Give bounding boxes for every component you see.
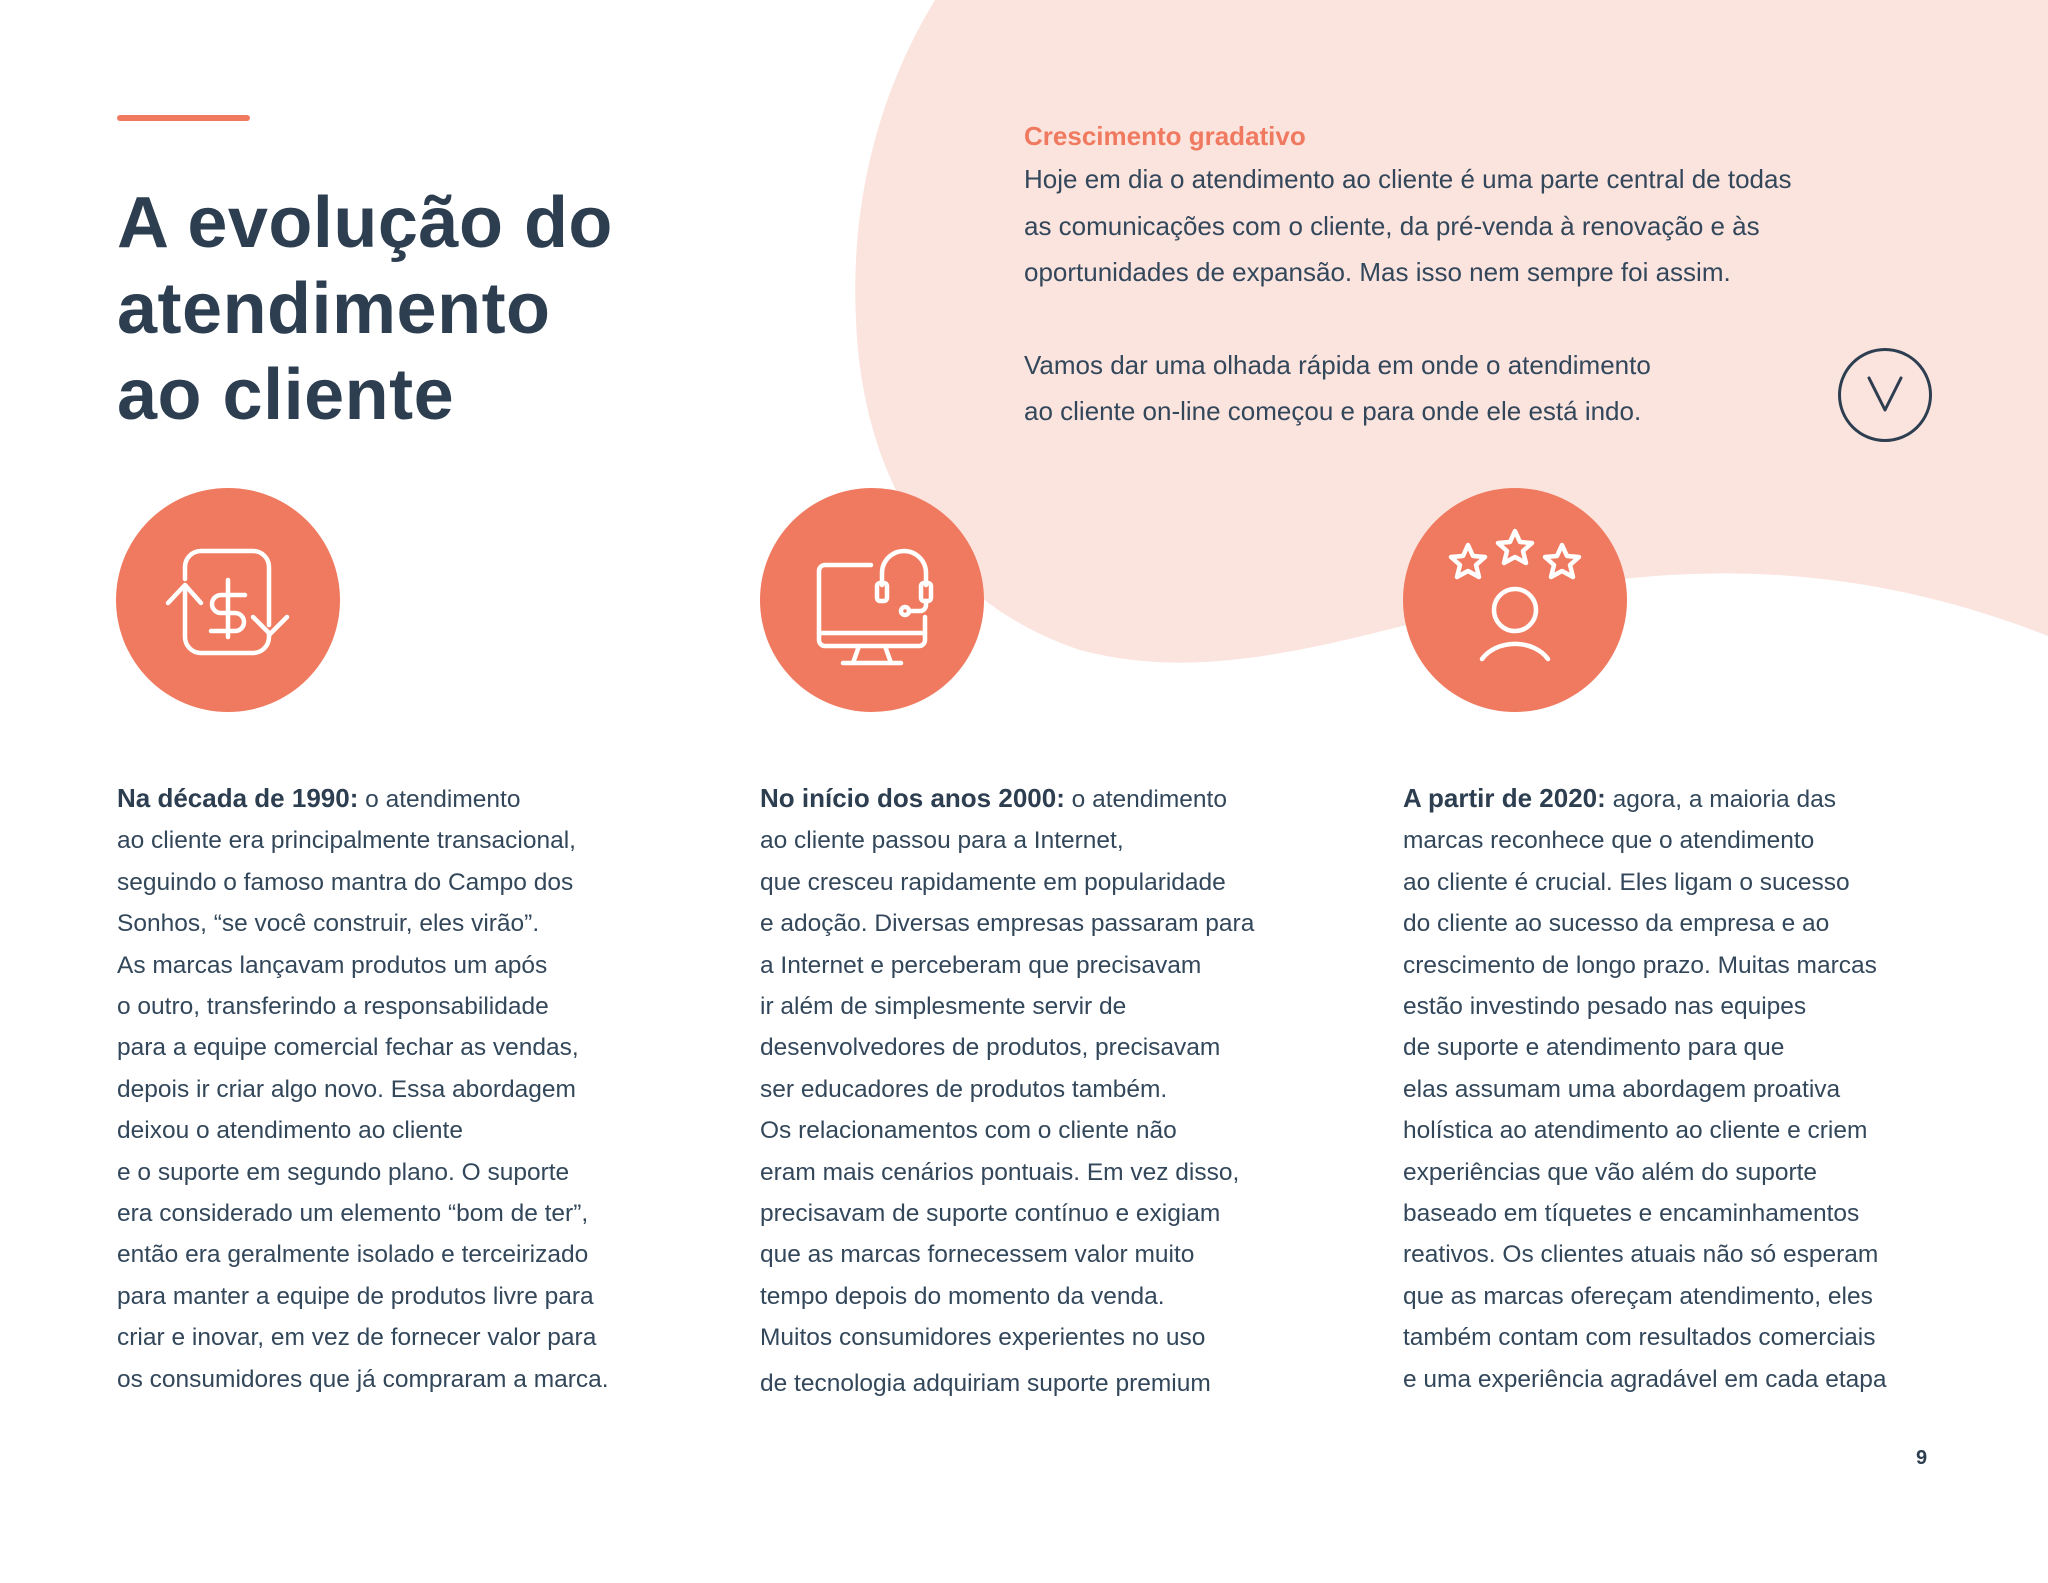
- text-fragment: o atendimento: [358, 786, 521, 813]
- text-line: Muitos consumidores experientes no uso: [760, 1324, 1206, 1352]
- text-line: [760, 778, 1320, 820]
- page-title: [117, 180, 613, 438]
- text-line: Hoje em dia o atendimento ao cliente é uma parte central de todas: [1024, 164, 1792, 194]
- text-line: a Internet e perceberam que precisavam: [760, 951, 1202, 979]
- text-line: era considerado um elemento “bom de ter”,: [117, 1200, 589, 1228]
- text-line: depois ir criar algo novo. Essa abordagem: [117, 1075, 576, 1103]
- text-line: As marcas lançavam produtos um após: [117, 951, 548, 979]
- text-line: do cliente ao sucesso da empresa e ao: [1403, 910, 1830, 938]
- text-line: desenvolvedores de produtos, precisavam: [760, 1034, 1221, 1062]
- text-line: e adoção. Diversas empresas passaram para: [760, 910, 1255, 938]
- intro-subtitle: Crescimento gradativo: [1024, 121, 1306, 151]
- text-line: precisavam de suporte contínuo e exigiam: [760, 1200, 1221, 1228]
- text-line: e uma experiência agradável em cada etapa: [1403, 1365, 1887, 1393]
- scroll-down-button[interactable]: [1838, 348, 1932, 442]
- text-line: baseado em tíquetes e encaminhamentos: [1403, 1200, 1860, 1228]
- text-line: holística ao atendimento ao cliente e criem: [1403, 1117, 1868, 1145]
- icon-circle-2000s: [760, 488, 984, 712]
- page-number: 9: [1916, 1447, 1928, 1469]
- text-fragment: agora, a maioria das: [1605, 786, 1836, 813]
- intro-section: [1024, 116, 1924, 435]
- title-line: ao cliente: [117, 355, 455, 435]
- text-line: que cresceu rapidamente em popularidade: [760, 868, 1226, 896]
- text-line: [117, 778, 677, 820]
- intro-paragraph-1: [1024, 156, 1924, 296]
- text-line: Sonhos, “se você construir, eles virão”.: [117, 910, 540, 938]
- text-line: criar e inovar, em vez de fornecer valor para: [117, 1324, 597, 1352]
- text-line: [1403, 778, 1963, 820]
- text-line: então era geralmente isolado e terceirizado: [117, 1241, 589, 1269]
- text-line: Os relacionamentos com o cliente não: [760, 1117, 1177, 1145]
- era-text: [1403, 778, 1963, 1400]
- text-line: oportunidades de expansão. Mas isso nem sempre foi assim.: [1024, 257, 1731, 287]
- text-line: estão investindo pesado nas equipes: [1403, 993, 1807, 1021]
- star-icon: [1498, 531, 1532, 563]
- text-line: as comunicações com o cliente, da pré-venda à renovação e às: [1024, 210, 1760, 241]
- text-line: ao cliente é crucial. Eles ligam o sucesso: [1403, 868, 1850, 896]
- user-rating-stars-icon: [1440, 525, 1590, 675]
- text-line: crescimento de longo prazo. Muitas marcas: [1403, 951, 1877, 979]
- text-line: seguindo o famoso mantra do Campo dos: [117, 868, 574, 896]
- text-line: que as marcas fornecessem valor muito: [760, 1241, 1195, 1269]
- title-line: A evolução do: [117, 183, 613, 263]
- text-line: para manter a equipe de produtos livre para: [117, 1282, 594, 1310]
- title-line: atendimento: [117, 269, 551, 349]
- era-column-2000s: [760, 778, 1320, 1404]
- text-line: ser educadores de produtos também.: [760, 1075, 1168, 1103]
- text-line: e o suporte em segundo plano. O suporte: [117, 1158, 570, 1186]
- text-line: experiências que vão além do suporte: [1403, 1158, 1818, 1186]
- era-heading: A partir de 2020:: [1403, 783, 1606, 813]
- text-line: os consumidores que já compraram a marca.: [117, 1365, 609, 1393]
- text-line: também contam com resultados comerciais: [1403, 1324, 1876, 1352]
- text-line: que as marcas ofereçam atendimento, eles: [1403, 1282, 1873, 1310]
- text-line: elas assumam uma abordagem proativa: [1403, 1075, 1841, 1103]
- era-text: [117, 778, 677, 1400]
- text-line: ao cliente on-line começou e para onde ele está indo.: [1024, 396, 1642, 426]
- text-line: eram mais cenários pontuais. Em vez disso,: [760, 1158, 1240, 1186]
- text-line: tempo depois do momento da venda.: [760, 1282, 1165, 1310]
- text-line: ao cliente era principalmente transacional,: [117, 827, 576, 855]
- text-line: Vamos dar uma olhada rápida em onde o atendimento: [1024, 349, 1651, 380]
- computer-headset-icon: [797, 525, 947, 675]
- text-line: de suporte e atendimento para que: [1403, 1034, 1785, 1062]
- star-icon: [1545, 545, 1579, 577]
- text-line: para a equipe comercial fechar as vendas,: [117, 1034, 579, 1062]
- era-heading: Na década de 1990:: [117, 783, 359, 813]
- dollar-cycle-icon: [153, 525, 303, 675]
- accent-line: [117, 115, 250, 121]
- star-icon: [1451, 545, 1485, 577]
- text-line: de tecnologia adquiriam suporte premium: [760, 1369, 1211, 1397]
- era-column-1990s: [117, 778, 677, 1400]
- era-heading: No início dos anos 2000:: [760, 783, 1065, 813]
- text-line: marcas reconhece que o atendimento: [1403, 827, 1815, 855]
- text-fragment: o atendimento: [1064, 786, 1227, 813]
- era-column-2020: [1403, 778, 1963, 1400]
- intro-paragraph-2: [1024, 342, 1924, 435]
- text-line: reativos. Os clientes atuais não só esperam: [1403, 1241, 1879, 1269]
- icon-circle-1990s: [116, 488, 340, 712]
- text-line: ao cliente passou para a Internet,: [760, 827, 1124, 855]
- era-text: [760, 778, 1320, 1404]
- chevron-down-icon: [1860, 370, 1910, 420]
- icon-circle-2020: [1403, 488, 1627, 712]
- paragraph-gap: [1024, 296, 1924, 342]
- text-line: deixou o atendimento ao cliente: [117, 1117, 463, 1145]
- text-line: ir além de simplesmente servir de: [760, 993, 1127, 1021]
- text-line: o outro, transferindo a responsabilidade: [117, 993, 549, 1021]
